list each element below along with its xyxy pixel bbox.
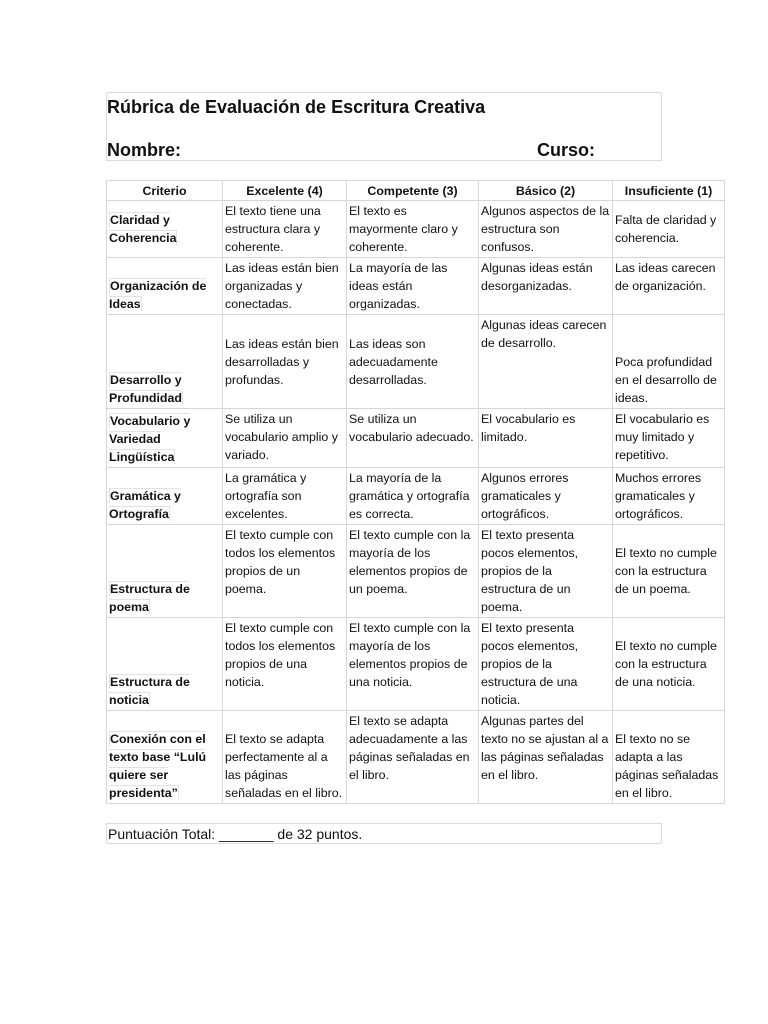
criterion-label: Vocabulario y Variedad Lingüística <box>109 414 191 464</box>
rubric-cell: El texto presenta pocos elementos, propios de la estructura de un poema. <box>479 525 613 618</box>
table-row <box>107 258 725 315</box>
rubric-cell: La gramática y ortografía son excelentes. <box>223 468 347 525</box>
rubric-cell: Algunos aspectos de la estructura son confusos. <box>479 201 613 258</box>
criterion-label: Estructura de poema <box>109 582 190 614</box>
criterion-cell <box>107 468 223 525</box>
rubric-cell: Muchos errores gramaticales y ortográficos. <box>613 468 725 525</box>
rubric-cell: El texto tiene una estructura clara y coherente. <box>223 201 347 258</box>
criterion-label: Estructura de noticia <box>109 675 190 707</box>
curso-label: Curso: <box>537 140 595 160</box>
rubric-cell: El texto cumple con todos los elementos propios de una noticia. <box>223 618 347 711</box>
rubric-cell: El texto no cumple con la estructura de un poema. <box>613 525 725 618</box>
table-row <box>107 315 725 409</box>
rubric-cell: Poca profundidad en el desarrollo de ideas. <box>613 315 725 409</box>
criterion-cell <box>107 409 223 468</box>
rubric-cell: Algunas partes del texto no se ajustan al a las páginas señaladas en el libro. <box>479 711 613 804</box>
total-score: Puntuación Total: _______ de 32 puntos. <box>106 823 662 844</box>
rubric-cell: Se utiliza un vocabulario amplio y variado. <box>223 409 347 468</box>
rubric-cell: Se utiliza un vocabulario adecuado. <box>347 409 479 468</box>
rubric-cell: Falta de claridad y coherencia. <box>613 201 725 258</box>
rubric-cell: El texto cumple con la mayoría de los elementos propios de una noticia. <box>347 618 479 711</box>
criterion-cell <box>107 258 223 315</box>
rubric-cell: La mayoría de las ideas están organizadas. <box>347 258 479 315</box>
rubric-cell: La mayoría de la gramática y ortografía es correcta. <box>347 468 479 525</box>
header-box <box>106 92 662 161</box>
column-header-insuficiente: Insuficiente (1) <box>613 181 725 201</box>
rubric-cell: Las ideas carecen de organización. <box>613 258 725 315</box>
rubric-cell: Las ideas están bien organizadas y conectadas. <box>223 258 347 315</box>
rubric-cell: Las ideas son adecuadamente desarrolladas. <box>347 315 479 409</box>
criterion-label: Desarrollo y Profundidad <box>109 373 182 405</box>
criterion-cell <box>107 711 223 804</box>
criterion-label: Organización de Ideas <box>109 279 207 311</box>
criterion-cell <box>107 618 223 711</box>
column-header-competente: Competente (3) <box>347 181 479 201</box>
column-header-basico: Básico (2) <box>479 181 613 201</box>
rubric-table <box>106 180 725 804</box>
rubric-cell: Algunos errores gramaticales y ortográficos. <box>479 468 613 525</box>
table-row <box>107 201 725 258</box>
rubric-cell: El texto cumple con todos los elementos propios de un poema. <box>223 525 347 618</box>
rubric-cell: El texto se adapta perfectamente al a las páginas señaladas en el libro. <box>223 711 347 804</box>
criterion-cell <box>107 315 223 409</box>
table-row <box>107 409 725 468</box>
criterion-cell <box>107 201 223 258</box>
column-header-excelente: Excelente (4) <box>223 181 347 201</box>
column-header-criterio: Criterio <box>107 181 223 201</box>
table-row <box>107 711 725 804</box>
table-row <box>107 525 725 618</box>
table-row <box>107 618 725 711</box>
rubric-cell: El texto se adapta adecuadamente a las páginas señaladas en el libro. <box>347 711 479 804</box>
rubric-cell: El texto es mayormente claro y coherente. <box>347 201 479 258</box>
criterion-cell <box>107 525 223 618</box>
table-header-row <box>107 181 725 201</box>
rubric-cell: El vocabulario es limitado. <box>479 409 613 468</box>
rubric-cell: Algunas ideas carecen de desarrollo. <box>479 315 613 409</box>
rubric-cell: El vocabulario es muy limitado y repetitivo. <box>613 409 725 468</box>
rubric-cell: El texto no se adapta a las páginas señaladas en el libro. <box>613 711 725 804</box>
rubric-cell: Algunas ideas están desorganizadas. <box>479 258 613 315</box>
criterion-label: Conexión con el texto base “Lulú quiere ser presidenta” <box>109 732 207 800</box>
rubric-cell: Las ideas están bien desarrolladas y profundas. <box>223 315 347 409</box>
rubric-cell: El texto presenta pocos elementos, propios de la estructura de una noticia. <box>479 618 613 711</box>
page-title: Rúbrica de Evaluación de Escritura Creativa <box>107 97 486 117</box>
table-row <box>107 468 725 525</box>
rubric-cell: El texto no cumple con la estructura de una noticia. <box>613 618 725 711</box>
nombre-label: Nombre: <box>107 140 182 160</box>
criterion-label: Gramática y Ortografía <box>109 489 181 521</box>
criterion-label: Claridad y Coherencia <box>109 213 177 245</box>
rubric-cell: El texto cumple con la mayoría de los elementos propios de un poema. <box>347 525 479 618</box>
